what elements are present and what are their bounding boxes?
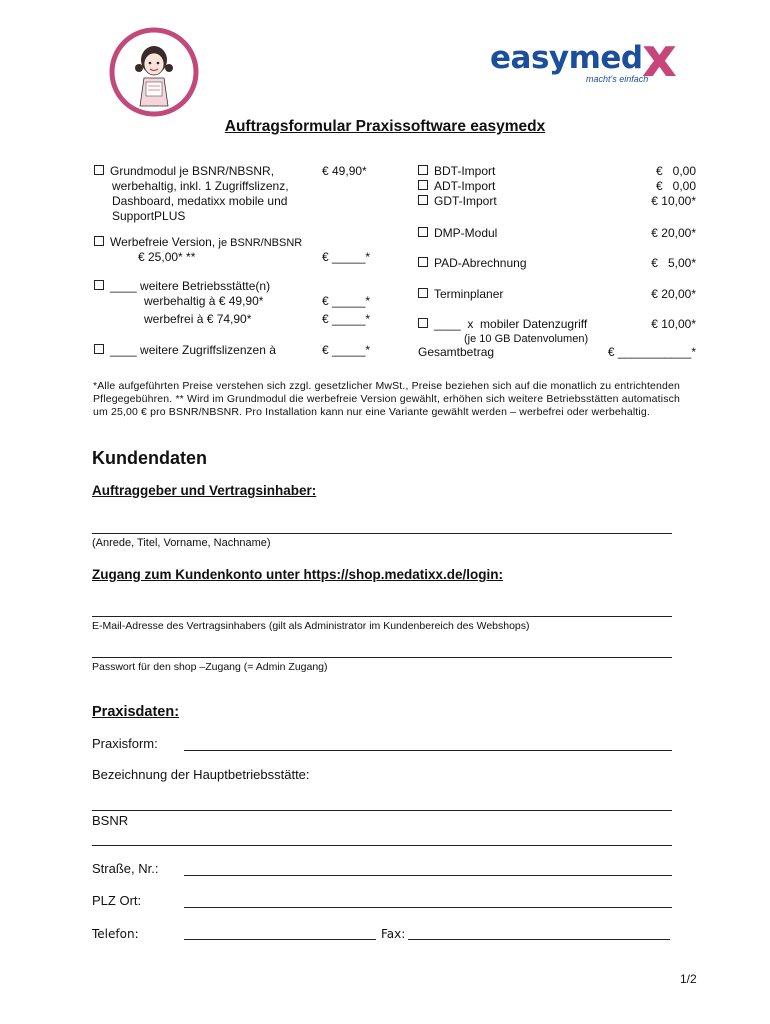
- checkbox-betriebsstaette[interactable]: [94, 280, 104, 290]
- field-strasse[interactable]: [184, 875, 672, 876]
- field-bsnr[interactable]: [92, 845, 672, 846]
- mobil-note: (je 10 GB Datenvolumen): [464, 333, 589, 345]
- option-bdt[interactable]: BDT-Import € 0,00: [418, 164, 696, 179]
- checkbox-bdt[interactable]: [418, 165, 428, 175]
- mascot-logo: [108, 26, 200, 118]
- checkbox-zugriffslizenzen[interactable]: [94, 344, 104, 354]
- label-praxisform: Praxisform:: [92, 736, 158, 751]
- heading-praxisdaten: Praxisdaten:: [92, 704, 180, 720]
- brand-tagline: macht's einfach: [586, 74, 649, 84]
- brand-name: easymed: [490, 40, 643, 76]
- price-betriebsstaette-werbehaltig: € _____*: [322, 294, 371, 308]
- checkbox-werbefrei[interactable]: [94, 236, 104, 246]
- heading-auftraggeber: Auftraggeber und Vertragsinhaber:: [92, 483, 317, 498]
- hint-email: E-Mail-Adresse des Vertragsinhabers (gilt als Administrator im Kundenbereich des Webshops): [92, 620, 530, 632]
- footnote: *Alle aufgeführten Preise verstehen sich zzgl. gesetzlicher MwSt., Preise beziehen sich auf die monatlich zu entrichtenden Pflegegebühren. ** Wird im Grundmodul die werbefreie Version gewählt, erhöhen sich weitere Betriebsstätten automatisch um 25,00 € pro BSNR/NBSNR. Pro Installation kann nur eine Variante gewählt werden – werbefrei oder werbehaltig.: [93, 380, 680, 418]
- price-werbefrei: € _____*: [322, 250, 371, 264]
- checkbox-mobil[interactable]: [418, 318, 428, 328]
- brand-x-icon: x: [642, 26, 677, 89]
- page-number: 1/2: [680, 972, 697, 986]
- heading-zugang: Zugang zum Kundenkonto unter https://shop.medatixx.de/login:: [92, 567, 503, 582]
- price-zugriffslizenzen: € _____*: [322, 343, 371, 357]
- right-options: [418, 164, 696, 209]
- label-strasse: Straße, Nr.:: [92, 861, 159, 876]
- girl-illustration-icon: [108, 26, 200, 118]
- field-email[interactable]: [92, 616, 672, 617]
- brand-logo: [490, 26, 700, 92]
- option-pad[interactable]: PAD-Abrechnung € 5,00*: [418, 256, 696, 271]
- label-bsnr: BSNR: [92, 813, 129, 828]
- field-telefon[interactable]: [184, 939, 376, 940]
- field-praxisform[interactable]: [184, 750, 672, 751]
- option-grundmodul[interactable]: Grundmodul je BSNR/NBSNR, werbehaltig, inkl. 1 Zugriffslizenz, Dashboard, medatixx mobile und SupportPLUS € 49,90*: [94, 164, 376, 224]
- option-betriebsstaette[interactable]: ____ weitere Betriebsstätte(n) werbehaltig à € 49,90* werbefrei à € 74,90* € _____* € _____*: [94, 279, 376, 327]
- label-telefon: Telefon:: [92, 927, 139, 941]
- section-kundendaten: Kundendaten: [92, 448, 207, 468]
- checkbox-grundmodul[interactable]: [94, 165, 104, 175]
- field-plz-ort[interactable]: [184, 907, 672, 908]
- price-grundmodul: € 49,90*: [322, 164, 367, 178]
- hint-anrede: (Anrede, Titel, Vorname, Nachname): [92, 537, 271, 549]
- field-passwort[interactable]: [92, 657, 672, 658]
- label-plz-ort: PLZ Ort:: [92, 893, 142, 908]
- checkbox-dmp[interactable]: [418, 227, 428, 237]
- label-bezeichnung: Bezeichnung der Hauptbetriebsstätte:: [92, 767, 310, 782]
- checkbox-adt[interactable]: [418, 180, 428, 190]
- option-gdt[interactable]: GDT-Import € 10,00*: [418, 194, 696, 209]
- option-werbefrei[interactable]: Werbefreie Version, je BSNR/NBSNR € 25,00* ** € _____*: [94, 235, 376, 265]
- option-mobil[interactable]: ____ x mobiler Datenzugriff € 10,00*: [418, 317, 696, 332]
- checkbox-terminplaner[interactable]: [418, 288, 428, 298]
- gesamtbetrag-field[interactable]: € ___________*: [607, 345, 696, 359]
- price-betriebsstaette-werbefrei: € _____*: [322, 312, 371, 326]
- hint-passwort: Passwort für den shop –Zugang (= Admin Zugang): [92, 661, 328, 673]
- field-bezeichnung[interactable]: [92, 810, 672, 811]
- option-terminplaner[interactable]: Terminplaner € 20,00*: [418, 287, 696, 302]
- field-auftraggeber[interactable]: [92, 533, 672, 534]
- gesamtbetrag: Gesamtbetrag € ___________*: [418, 345, 696, 359]
- option-zugriffslizenzen[interactable]: ____ weitere Zugriffslizenzen à € _____*: [94, 343, 376, 358]
- option-adt[interactable]: ADT-Import € 0,00: [418, 179, 696, 194]
- page-title: Auftragsformular Praxissoftware easymedx: [224, 118, 546, 135]
- checkbox-pad[interactable]: [418, 257, 428, 267]
- checkbox-gdt[interactable]: [418, 195, 428, 205]
- field-fax[interactable]: [408, 939, 670, 940]
- option-dmp[interactable]: DMP-Modul € 20,00*: [418, 226, 696, 241]
- label-fax: Fax:: [381, 927, 406, 941]
